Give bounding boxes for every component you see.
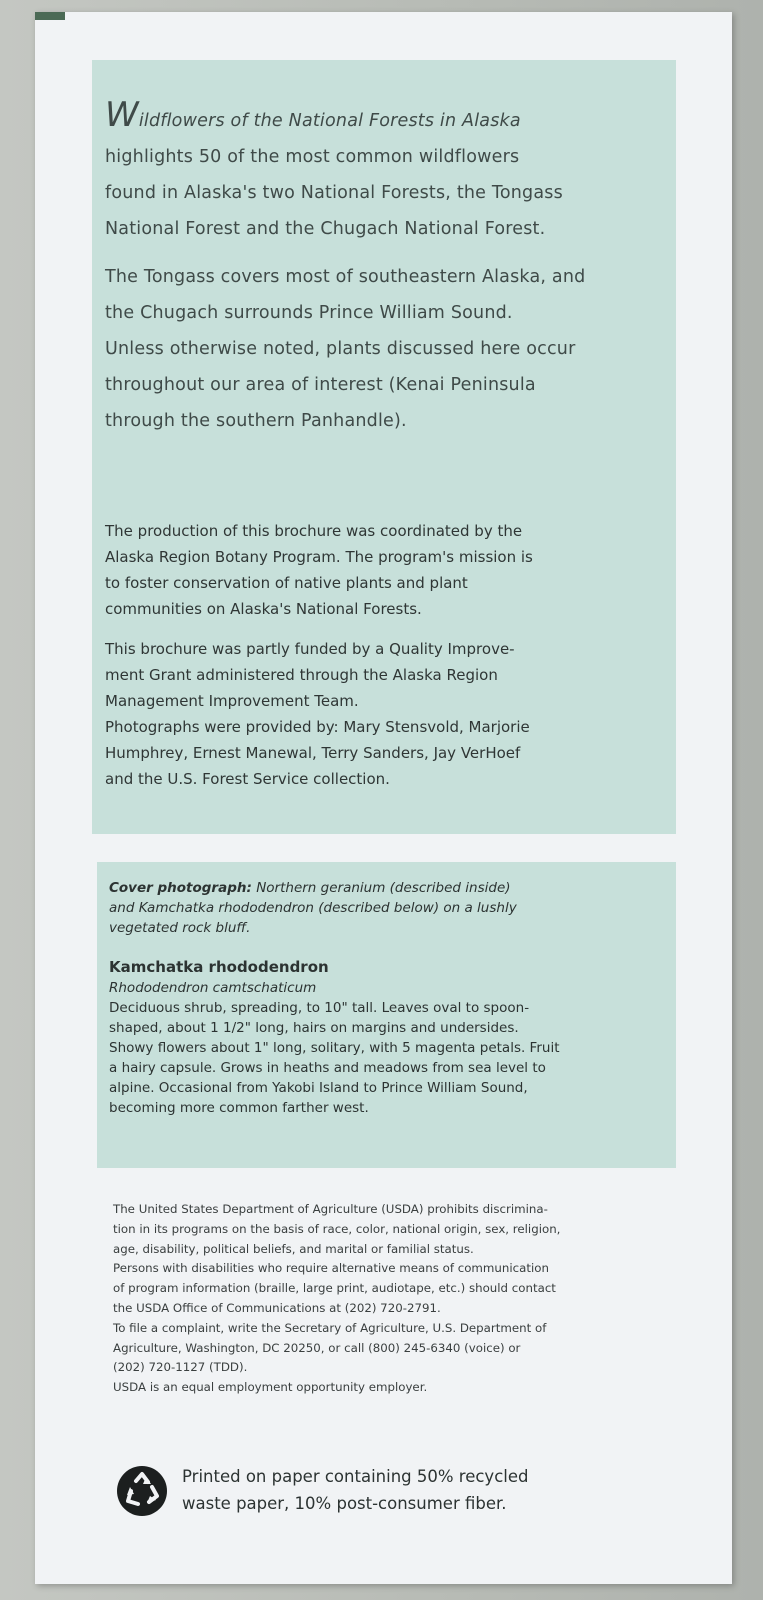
notice-line: tion in its programs on the basis of race, color, national origin, sex, religion, [113,1221,561,1236]
recycled-line: waste paper, 10% post-consumer fiber. [182,1494,507,1513]
cover-caption-line: vegetated rock bluff. [109,920,251,936]
notice-line: age, disability, political beliefs, and marital or familial status. [113,1241,474,1256]
funding-line: Management Improvement Team. [105,692,359,710]
intro-line: found in Alaska's two National Forests, the Tongass [105,183,563,203]
recycled-paper-note [182,1463,652,1517]
description-line: becoming more common farther west. [109,1100,369,1116]
description-line: alpine. Occasional from Yakobi Island to Prince William Sound, [109,1080,528,1096]
description-line: Deciduous shrub, spreading, to 10" tall. Leaves oval to spoon- [109,1000,530,1016]
production-paragraph [105,518,665,622]
brochure-title [105,95,521,135]
description-line: Showy flowers about 1" long, solitary, with 5 magenta petals. Fruit [109,1040,560,1056]
intro-paragraph-2 [105,259,665,439]
notice-line: Persons with disabilities who require alternative means of communication [113,1261,549,1276]
notice-line: USDA is an equal employment opportunity employer. [113,1380,428,1395]
paper-corner [35,12,65,20]
species-latin-name: Rhododendron camtschaticum [109,980,317,996]
notice-line: Agriculture, Washington, DC 20250, or call (800) 245-6340 (voice) or [113,1340,521,1355]
usda-notice [113,1200,673,1398]
photo-credits-line: Photographs were provided by: Mary Stensvold, Marjorie [105,718,530,736]
cover-caption-line: Northern geranium (described inside) [256,880,511,896]
cover-description [109,878,664,1118]
intro-line: National Forest and the Chugach National Forest. [105,219,546,239]
production-line: communities on Alaska's National Forests. [105,600,422,618]
intro-line: the Chugach surrounds Prince William Sound. [105,303,513,323]
funding-paragraph [105,636,665,714]
funding-line: ment Grant administered through the Alaska Region [105,666,498,684]
photo-credits-line: and the U.S. Forest Service collection. [105,770,390,788]
title-initial: W [105,95,139,135]
description-line: shaped, about 1 1/2" long, hairs on margins and undersides. [109,1020,519,1036]
photo-credits-line: Humphrey, Ernest Manewal, Terry Sanders, Jay VerHoef [105,744,521,762]
production-credits [105,518,665,792]
recycled-line: Printed on paper containing 50% recycled [182,1467,529,1486]
intro-text [105,95,665,439]
intro-line: highlights 50 of the most common wildflowers [105,147,520,167]
photo-credits-paragraph [105,714,665,792]
production-line: to foster conservation of native plants and plant [105,574,468,592]
production-line: Alaska Region Botany Program. The program's mission is [105,548,533,566]
notice-line: of program information (braille, large print, audiotape, etc.) should contact [113,1281,556,1296]
cover-label: Cover photograph: [109,880,252,896]
species-common-name: Kamchatka rhododendron [109,958,329,976]
intro-line: The Tongass covers most of southeastern Alaska, and [105,267,586,287]
intro-line: through the southern Panhandle). [105,411,407,431]
intro-line: Unless otherwise noted, plants discussed here occur [105,339,576,359]
notice-line: the USDA Office of Communications at (202) 720-2791. [113,1300,441,1315]
notice-line: The United States Department of Agriculture (USDA) prohibits discrimina- [113,1202,548,1216]
description-line: a hairy capsule. Grows in heaths and meadows from sea level to [109,1060,546,1076]
funding-line: This brochure was partly funded by a Quality Improve- [105,640,515,658]
intro-paragraph-1 [105,95,665,247]
species-description [109,998,664,1118]
cover-caption-line: and Kamchatka rhododendron (described below) on a lushly [109,900,517,916]
title-rest: ildflowers of the National Forests in Alaska [138,111,521,131]
cover-caption [109,878,664,938]
notice-line: To file a complaint, write the Secretary of Agriculture, U.S. Department of [113,1320,547,1335]
notice-line: (202) 720-1127 (TDD). [113,1360,248,1375]
recycle-icon [116,1465,168,1517]
production-line: The production of this brochure was coordinated by the [105,522,523,540]
intro-line: throughout our area of interest (Kenai Peninsula [105,375,536,395]
